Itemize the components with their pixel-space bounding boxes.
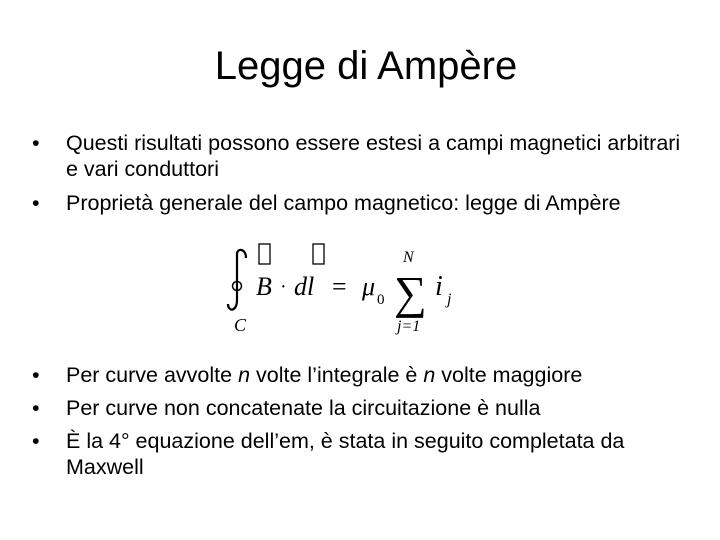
mu-symbol: μ [362, 272, 376, 301]
bullet-marker: • [32, 191, 40, 215]
bullet-item [30, 428, 690, 480]
line-element-dl: dl [294, 272, 315, 301]
equals-sign: = [332, 272, 347, 301]
bullet-text: Questi risultati possono essere estesi a campi magnetici arbitrari e vari conduttori [66, 131, 681, 181]
dot-product: · [280, 276, 287, 298]
vector-arrow-placeholder-b [259, 244, 270, 264]
bullet-item [30, 190, 690, 216]
bullet-text-part: Per curve avvolte [66, 363, 239, 387]
bullet-text: Proprietà generale del campo magnetico: legge di Ampère [66, 191, 621, 215]
bullet-marker: • [32, 131, 40, 155]
ampere-formula [222, 238, 492, 338]
current-subscript: j [447, 291, 452, 308]
vector-arrow-placeholder-dl [313, 244, 324, 264]
mu-subscript: 0 [377, 292, 385, 308]
bullet-text-italic: n [423, 363, 436, 387]
sum-lower-limit: j=1 [397, 318, 421, 335]
bullet-list-top [30, 130, 690, 224]
bullet-text: Per curve non concatenate la circuitazione è nulla [66, 396, 541, 420]
bullet-text-part: volte maggiore [435, 363, 583, 387]
slide-title: Legge di Ampère [214, 44, 518, 88]
bullet-item [30, 395, 690, 421]
sum-upper-limit: N [403, 249, 414, 266]
bullet-text-part: volte l’integrale è [250, 363, 424, 387]
bullet-text: È la 4° equazione dell’em, è stata in seguito completata da Maxwell [66, 429, 625, 479]
bullet-marker: • [32, 363, 40, 387]
current-i: i [435, 271, 443, 302]
bullet-text [66, 363, 582, 387]
bullet-list-bottom [30, 362, 690, 487]
bullet-item [30, 130, 690, 182]
bullet-text-italic: n [238, 363, 251, 387]
integral-icon [228, 250, 246, 310]
contour-label: C [234, 315, 247, 335]
bullet-marker: • [32, 429, 40, 453]
formula-graphic [222, 238, 492, 338]
bullet-marker: • [32, 396, 40, 420]
bullet-item [30, 362, 690, 388]
summation-icon: ∑ [394, 267, 427, 318]
field-b: B [256, 272, 272, 301]
